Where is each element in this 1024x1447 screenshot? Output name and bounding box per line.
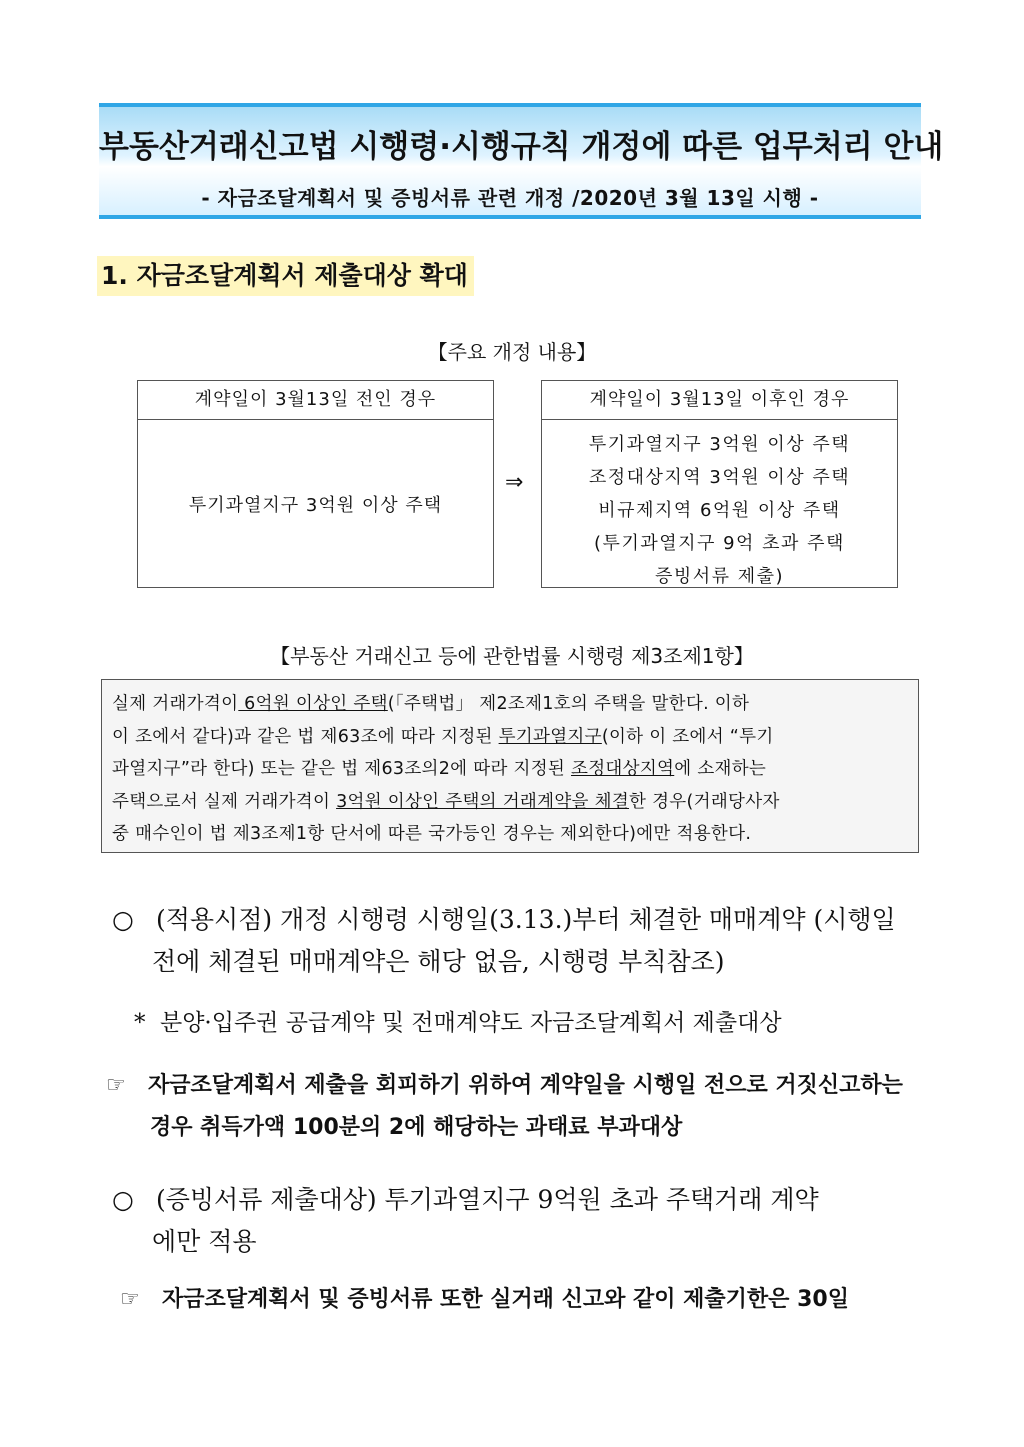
- law-text: 과열지구”라 한다) 또는 같은 법 제63조의2에 따라 지정된: [112, 759, 572, 779]
- law-text-box: [101, 679, 919, 853]
- after-line: 비규제지역 6억원 이상 주택: [598, 500, 841, 521]
- after-line: 투기과열지구 3억원 이상 주택: [588, 434, 851, 455]
- bullet-text: (적용시점) 개정 시행령 시행일(3.13.)부터 체결한 매매계약 (시행일: [156, 905, 896, 934]
- law-underlined: 조정대상지역: [571, 759, 675, 779]
- warning-text: 자금조달계획서 제출을 회피하기 위하여 계약일을 시행일 전으로 거짓신고하는: [148, 1073, 903, 1098]
- law-line: [112, 753, 908, 786]
- law-caption: 【부동산 거래신고 등에 관한법률 시행령 제3조제1항】: [270, 644, 754, 668]
- after-header: 계약일이 3월13일 이후인 경우: [542, 381, 897, 420]
- warning-note-1-line-2: 경우 취득가액 100분의 2에 해당하는 과태료 부과대상: [150, 1115, 683, 1140]
- bullet-text: (증빙서류 제출대상) 투기과열지구 9억원 초과 주택거래 계약: [156, 1185, 819, 1214]
- law-text: (이하 이 조에서 “투기: [601, 726, 774, 747]
- after-line: 조정대상지역 3억원 이상 주택: [588, 467, 851, 488]
- section-heading: 1. 자금조달계획서 제출대상 확대: [97, 256, 474, 296]
- before-body: 투기과열지구 3억원 이상 주택: [188, 495, 443, 516]
- law-text: 실제 거래가격이: [112, 694, 239, 714]
- asterisk-icon: *: [134, 1010, 146, 1036]
- changes-caption: 【주요 개정 내용】: [427, 340, 597, 364]
- warning-note-2: [120, 1282, 849, 1313]
- before-box: [137, 380, 494, 588]
- star-note: [134, 1004, 782, 1037]
- after-box: [541, 380, 898, 588]
- after-line: 증빙서류 제출): [654, 566, 785, 587]
- circle-bullet-icon: ○: [112, 905, 134, 934]
- law-text: 에 소재하는: [674, 759, 767, 779]
- after-body: [542, 420, 897, 593]
- law-text: 한 경우(거래당사자: [629, 791, 780, 812]
- bullet-1-line-2: 전에 체결된 매매계약은 해당 없음, 시행령 부칙참조): [152, 947, 725, 976]
- bullet-2-line-2: 에만 적용: [152, 1227, 257, 1256]
- law-line: 중 매수인이 법 제3조제1항 단서에 따른 국가등인 경우는 제외한다)에만 적용한다.: [112, 824, 752, 844]
- after-line: (투기과열지구 9억 초과 주택: [594, 533, 845, 554]
- before-header: 계약일이 3월13일 전인 경우: [138, 381, 493, 420]
- star-note-text: 분양·입주권 공급계약 및 전매계약도 자금조달계획서 제출대상: [160, 1010, 782, 1036]
- title-banner: [99, 103, 944, 219]
- pointing-hand-icon: ☞: [106, 1073, 126, 1098]
- warning-note-1-line-1: [106, 1068, 903, 1099]
- pointing-hand-icon: ☞: [120, 1287, 140, 1312]
- right-arrow-icon: ⇒: [505, 470, 524, 495]
- law-text: 주택으로서 실제 거래가격이: [112, 791, 337, 812]
- law-line: [112, 688, 908, 721]
- warning-text: 자금조달계획서 및 증빙서류 또한 실거래 신고와 같이 제출기한은 30일: [162, 1287, 849, 1312]
- document-title: 부동산거래신고법 시행령·시행규칙 개정에 따른 업무처리 안내: [99, 129, 944, 165]
- law-underlined: 6억원 이상인 주택: [238, 694, 388, 714]
- law-line: [112, 786, 908, 819]
- law-underlined: 3억원 이상인 주택의 거래계약을 체결: [336, 791, 630, 812]
- law-line: [112, 721, 908, 754]
- circle-bullet-icon: ○: [112, 1185, 134, 1214]
- law-text: (「주택법」 제2조제1호의 주택을 말한다. 이하: [387, 694, 750, 714]
- document-subtitle: - 자금조달계획서 및 증빙서류 관련 개정 /2020년 3월 13일 시행 -: [201, 186, 819, 210]
- law-underlined: 투기과열지구: [498, 726, 602, 747]
- bullet-2-line-1: [112, 1180, 819, 1216]
- law-text: 이 조에서 같다)과 같은 법 제63조에 따라 지정된: [112, 726, 499, 747]
- bullet-1-line-1: [112, 900, 896, 936]
